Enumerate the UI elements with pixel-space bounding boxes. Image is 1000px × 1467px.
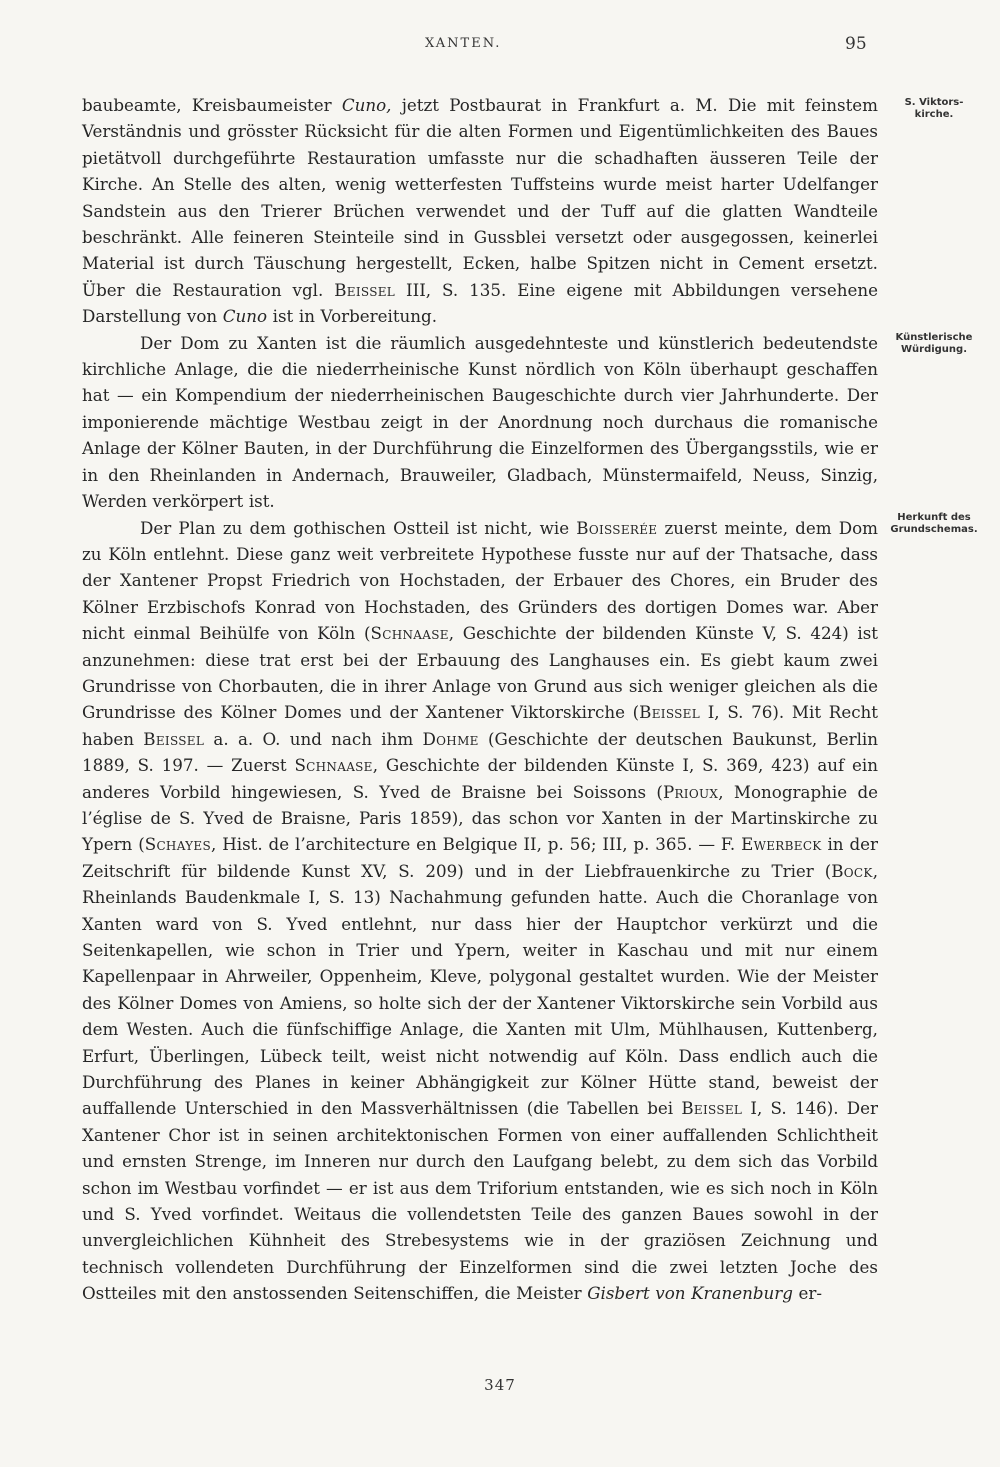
text-run: in der Zeitschrift für bildende Kunst XV, S. 209) und in der Liebfrauenkirche zu Trier ( [82,834,878,881]
citation-name: Beissel [681,1098,743,1119]
text-run: , Hist. de l’architecture en Belgique II, p. 56; III, p. 365. — F. [210,834,742,855]
margin-note-line: S. Viktors- [904,97,964,108]
italic-name: Cuno [222,306,268,327]
margin-note-line: Künstlerische [895,332,973,343]
margin-note-viktorskirche [884,97,984,121]
body-text [82,92,878,1307]
citation-name: Beissel [639,702,700,723]
paragraph-kuenstlerische-wuerdigung [82,330,878,515]
text-run: (Geschichte der deutschen Baukunst, Berlin 1889, S. 197. — Zuerst [82,728,879,776]
text-run: , Geschichte der bildenden Künste V, S. 424) ist anzunehmen: diese trat erst bei der Erbauung des Langhauses ein. Es giebt kaum zwei Grundrisse von Chorbauten, die in ihrer Anlage von Grund aus sich weniger gleichen als die Grundrisse des Kölner Domes und der Xantener Viktorskirche ( [82,623,878,723]
citation-name: Schnaase [370,623,449,644]
page-header [0,34,1000,58]
margin-note-kuenstlerische-wuerdigung [884,332,984,356]
citation-name: Prioux [662,781,719,802]
italic-name: Gisbert von Kranenburg [587,1283,793,1304]
text-run: a. a. O. und nach ihm [204,728,423,749]
text-run: , Rheinlands Baudenkmale I, S. 13) Nachahmung gefunden hatte. Auch die Choranlage von Xanten ward von S. Yved entlehnt, nur dass hier der Hauptchor verkürzt und die Seitenkapellen, wie schon in Trier und Ypern, weiter in Kaschau und mit nur einem Kapellenpaar in Ahrweiler, Oppenheim, Kleve, polygonal gestaltet wurden. Wie der Meister des Kölner Domes von Amiens, so holte sich der der Xantener Viktorskirche sein Vorbild aus dem Westen. Auch die fünfschiffige Anlage, die Xanten mit Ulm, Mühlhausen, Kuttenberg, Erfurt, Überlingen, Lübeck teilt, weist nicht notwendig auf Köln. Dass endlich auch die Durchführung des Planes in keiner Abhängigkeit zur Kölner Hütte stand, beweist der auffallende Unterschied in den Massverhältnissen (die Tabellen bei [82,860,878,1119]
text-run: I, S. 76). Mit Recht haben [82,702,879,749]
margin-note-line: Würdigung. [900,344,968,355]
italic-name: Cuno, [341,95,392,115]
citation-name: Bock [831,860,873,881]
text-run: I, S. 146). Der Xantener Chor ist in seinen architektonischen Formen von einer auffallenden Schlichtheit und ernsten Strenge, im Inneren nur durch den Laufgang belebt, zu dem sich das Vorbild schon im Westbau vorfindet — er ist aus dem Triforium entstanden, wie es sich noch in Köln und S. Yved vorfindet. Weitaus die vollendetsten Teile des ganzen Baues sowohl in der unvergleichlichen Kühnheit des Strebesystems wie in der graziösen Zeichnung und technisch vollendeten Durchführung der Einzelformen sind die zwei letzten Joche des Ostteiles mit den anstossenden Seitenschiffen, die Meister [82,1098,878,1304]
citation-name: Beissel [334,279,396,300]
citation-name: Beissel [143,728,205,749]
text-run: er- [792,1283,823,1304]
citation-name: Dohme [422,728,479,749]
citation-name: Boisserée [576,517,658,538]
citation-name: Ewerbeck [741,834,822,855]
margin-note-line: Herkunft des [897,512,971,523]
paragraph-restauration [82,92,878,330]
page-number: 95 [845,34,867,54]
text-run: Der Dom zu Xanten ist die räumlich ausgedehnteste und künstlerich bedeutendste kirchliche Anlage, die die niederrheinische Kunst nördlich von Köln überhaupt geschaffen hat — ein Kompendium der niederrheinischen Baugeschichte durch vier Jahrhunderte. Der imponierende mächtige Westbau zeigt in der Anordnung noch durchaus die romanische Anlage der Kölner Bauten, in der Durchführung die Einzelformen des Übergangsstils, wie er in den Rheinlanden in Andernach, Brauweiler, Gladbach, Münstermaifeld, Neuss, Sinzig, Werden verkörpert ist. [82,332,878,512]
footer-page-number: 347 [484,1376,516,1394]
text-run: zuerst meinte, dem Dom zu Köln entlehnt. Diese ganz weit verbreitete Hypothese fusste nur auf der Thatsache, dass der Xantener Propst Friedrich von Hochstaden, der Erbauer des Chores, ein Bruder des Kölner Erzbischofs Konrad von Hochstaden, des Gründers des dortigen Domes war. Aber nicht einmal Beihülfe von Köln ( [82,517,878,644]
text-run: ist in Vorbereitung. [267,306,438,327]
text-run: jetzt Postbaurat in Frankfurt a. M. Die mit feinstem Verständnis und grösster Rücksicht für die alten Formen und Eigentümlichkeiten des Baues pietätvoll durchgeführte Restauration umfasste nur die schadhaften äusseren Teile der Kirche. An Stelle des alten, wenig wetterfesten Tuffsteins wurde meist harter Udelfanger Sandstein aus den Trierer Brüchen verwendet und der Tuff auf die glatten Wandteile beschränkt. Alle feineren Steinteile sind in Gussblei versetzt oder ausgegossen, keinerlei Material ist durch Täuschung hergestellt, Ecken, halbe Spitzen nicht in Cement ersetzt. Über die Restauration vgl. [82,95,879,300]
text-run: Der Plan zu dem gothischen Ostteil ist nicht, wie [140,517,577,538]
paragraph-herkunft-grundschemas [82,515,878,1307]
text-run: , Monographie de l’église de S. Yved de Braisne, Paris 1859), das schon vor Xanten in der Martinskirche zu Ypern ( [82,781,878,855]
margin-note-line: Grundschemas. [890,524,978,535]
text-run: baubeamte, Kreisbaumeister [82,95,342,115]
text-run: III, S. 135. Eine eigene mit Abbildungen versehene Darstellung von [82,279,878,327]
running-title: XANTEN. [425,36,502,51]
text-run: , Geschichte der bildenden Künste I, S. 369, 423) auf ein anderes Vorbild hingewiesen, S. Yved de Braisne bei Soissons ( [82,755,879,802]
citation-name: Schayes [144,834,211,855]
citation-name: Schnaase [294,755,373,776]
margin-note-line: kirche. [914,109,954,120]
margin-note-herkunft-grundschemas [884,512,984,536]
